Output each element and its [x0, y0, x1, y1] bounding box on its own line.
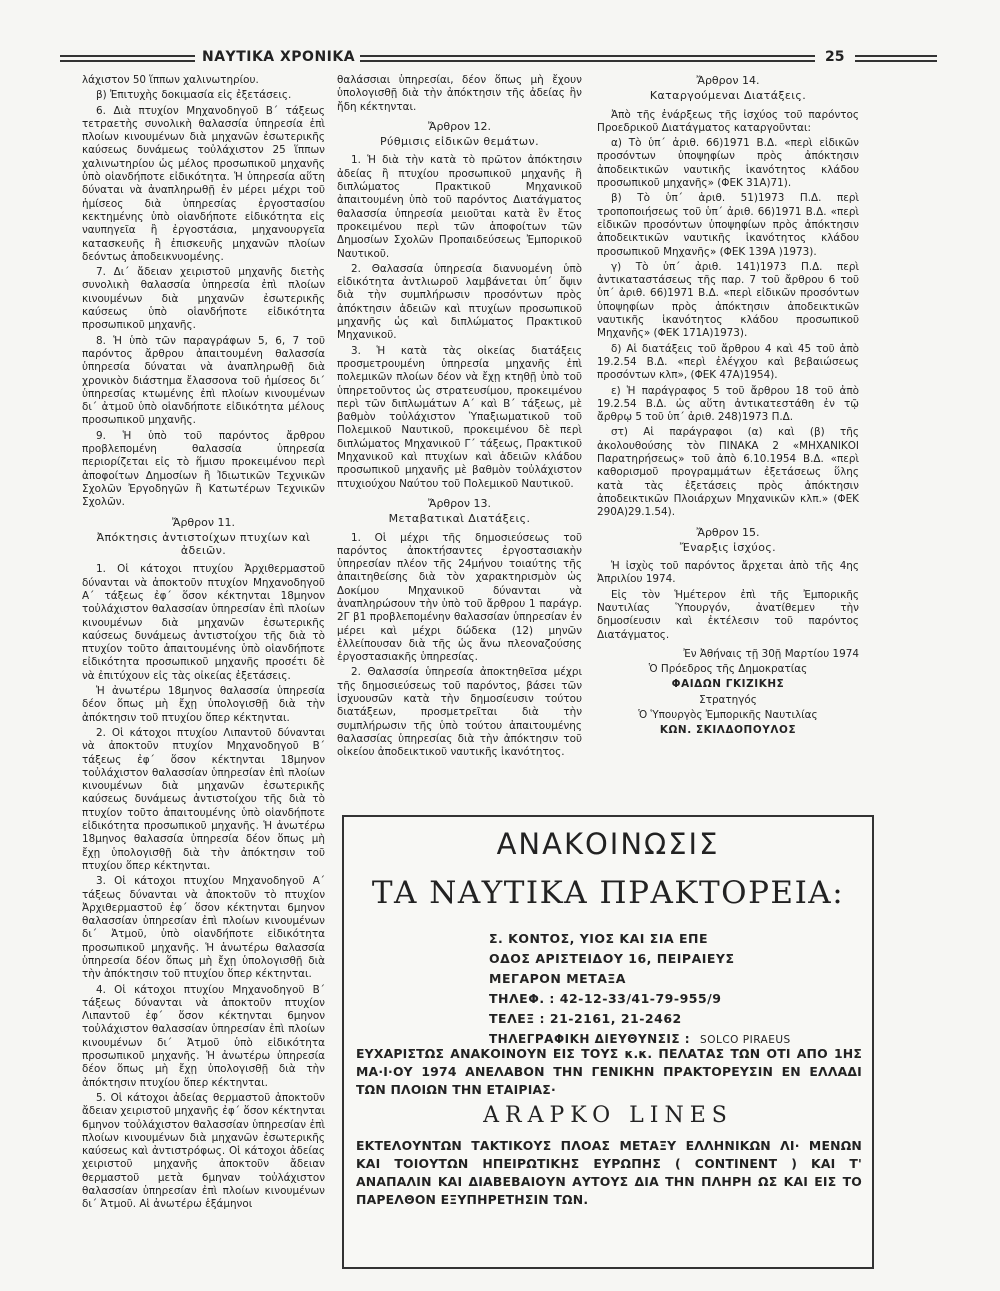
paragraph: 3. Ἡ κατὰ τὰς οἰκείας διατάξεις προσμετρουμένη ὑπηρεσία μηχανῆς ἐπὶ πολεμικῶν πλοίων δέον νὰ ἔχῃ κτηθῇ ὑπὸ τοῦ ὑπηρετοῦντος ὡς στρατευσίμου, προκειμένου περὶ τῶν διπλωμάτων Α΄ καὶ Β΄ τάξεως, μὲ βαθμὸν τοὐλάχιστον Ὑπαξιωματικοῦ τοῦ Πολεμικοῦ Ναυτικοῦ, προκειμένου δὲ περὶ διπλώματος Μηχανικοῦ Γ΄ τάξεως, Πρακτικοῦ Μηχανικοῦ καὶ πτυχίων καὶ ἀδειῶν κλάδου προσωπικοῦ μηχανῆς μὲ βαθμὸν τοὐλάχιστον πτυχιούχου Ναύτου τοῦ Πολεμικοῦ Ναυτικοῦ.: [337, 344, 582, 490]
ad-announcement-text: ΕΥΧΑΡΙΣΤΩΣ ΑΝΑΚΟΙΝΟΥΝ ΕΙΣ ΤΟΥΣ κ.κ. ΠΕΛΑΤΑΣ ΤΩΝ ΟΤΙ ΑΠΟ 1ΗΣ ΜΑ·Ι·ΟΥ 1974 ΑΝΕΛΑΒΟΝ ΤΗΝ ΓΕΝΙΚΗΝ ΠΡΑΚΤΟΡΕΥΣΙΝ ΕΝ ΕΛΛΑΔΙ ΤΩΝ ΠΛΟΙΩΝ ΤΗΝ ΕΤΑΙΡΙΑΣ·: [356, 1046, 862, 1097]
paragraph: 8. Ἡ ὑπὸ τῶν παραγράφων 5, 6, 7 τοῦ παρόντος ἄρθρου ἀπαιτουμένη θαλασσία ὑπηρεσία δύναται νὰ ἀναπληρωθῇ διὰ χρονικὸν διάστημα ἔλασσονα τοῦ ἡμίσεος δι΄ ὑπηρεσίας κτωμένης ἐπὶ πλοίων κινουμένων δι΄ ἀτμοῦ ὑπὸ οἱανδήποτε εἰδικότητα μέλους προσωπικοῦ μηχανῆς.: [82, 334, 325, 427]
paragraph: θαλάσσιαι ὑπηρεσίαι, δέον ὅπως μὴ ἔχουν ὑπολογισθῇ διὰ τὴν ἀπόκτησιν τῆς ἀδείας ἣν ἤδη κέκτηνται.: [337, 74, 582, 113]
ad-telex: ΤΕΛΕΞ : 21-2161, 21-2462: [489, 1011, 682, 1026]
ad-service-text: ΕΚΤΕΛΟΥΝΤΩΝ ΤΑΚΤΙΚΟΥΣ ΠΛΟΑΣ ΜΕΤΑΞΥ ΕΛΛΗΝΙΚΩΝ ΛΙ· ΜΕΝΩΝ ΚΑΙ ΤΟΙΟΥΤΩΝ ΗΠΕΙΡΩΤΙΚΗΣ ΕΥΡΩΠΗΣ ( CONTINENT ) ΚΑΙ Τ' ΑΝΑΠΑΛΙΝ ΚΑΙ ΔΙΑΒΕΒΑΙΟΥΝ ΑΥΤΟΥΣ ΔΙΑ ΤΗΝ ΠΛΗΡΗ ΩΣ ΚΑΙ ΕΙΣ ΤΟ ΠΑΡΕΛΘΟΝ ΕΞΥΠΗΡΕΤΗΣΙΝ ΤΩΝ.: [356, 1138, 862, 1207]
paragraph: 7. Δι΄ ἄδειαν χειριστοῦ μηχανῆς διετὴς συνολικὴ θαλασσία ὑπηρεσία ἐπὶ πλοίων κινουμένων διὰ μηχανῶν ἐσωτερικῆς καύσεως ὑπὸ οἱανδήποτε εἰδικότητα προσωπικοῦ μηχανῆς.: [82, 266, 325, 332]
minister-name: ΚΩΝ. ΣΚΙΛΔΟΠΟΥΛΟΣ: [659, 724, 797, 737]
ad-telegraph-label: ΤΗΛΕΓΡΑΦΙΚΗ ΔΙΕΥΘΥΝΣΙΣ :: [489, 1032, 691, 1046]
paragraph: α) Τὸ ὑπ΄ ἀριθ. 66)1971 Β.Δ. «περὶ εἰδικῶν προσόντων ὑποψηφίων πρὸς ἀπόκτησιν ἀποδεικτικῶν ναυτικῆς ἱκανότητος κλάδου προσωπικοῦ μηχανῆς» (ΦΕΚ 31Α)71).: [597, 137, 859, 190]
paragraph: 2. Θαλασσία ὑπηρεσία ἀποκτηθεῖσα μέχρι τῆς δημοσιεύσεως τοῦ παρόντος, βάσει τῶν ἰσχυουσῶν κατὰ τὴν δημοσίευσιν τούτου διατάξεων, προσμετρεῖται διὰ τὴν συμπλήρωσιν τῆς ὑπὸ τούτου ἀπαιτουμένης θαλασσίας ὑπηρεσίας διὰ τὴν ἀπόκτησιν τοῦ οἰκείου ἀποδεικτικοῦ ναυτικῆς ἱκανότητος.: [337, 666, 582, 759]
paragraph: Ἡ ἀνωτέρω 18μηνος θαλασσία ὑπηρεσία δέον ὅπως μὴ ἔχῃ ὑπολογισθῇ διὰ τὴν ἀπόκτησιν τοῦ πτυχίου ὅπερ κέκτηνται.: [82, 685, 325, 724]
paragraph: στ) Αἱ παράγραφοι (α) καὶ (β) τῆς ἀκολουθούσης τὸν ΠΙΝΑΚΑ 2 «ΜΗΧΑΝΙΚΟΙ Παρατηρήσεως» τοῦ ἀπὸ 6.10.1954 Β.Δ. «περὶ καθορισμοῦ προγραμμάτων ἐξετάσεως ὕλης κατὰ τὰς ἐξετάσεις πρὸς ἀπόκτησιν ἀποδεικτικῶν Πλοιάρχων Μηχανικῶν κλπ.» (ΦΕΚ 290Α)29.1.54).: [597, 426, 859, 519]
paragraph: Ἡ ἰσχὺς τοῦ παρόντος ἄρχεται ἀπὸ τῆς 4ης Ἀπριλίου 1974.: [597, 560, 859, 586]
paragraph: 1. Οἱ κάτοχοι πτυχίου Ἀρχιθερμαστοῦ δύνανται νὰ ἀποκτοῦν πτυχίον Μηχανοδηγοῦ Α΄ τάξεως ἐφ΄ ὅσον κέκτηνται 18μηνον τοὐλάχιστον θαλασσίαν ὑπηρεσίαν ἐπὶ πλοίων κινουμένων διὰ μηχανῶν ἐσωτερικῆς καύσεως δυνάμεως ἀντιστοίχου τῆς διὰ τὸ πτυχίον τοῦτο ἀπαιτουμένης ὑπὸ οἱανδήποτε εἰδικότητα προσωπικοῦ μηχανῆς προσέτι δὲ νὰ ἐπιτύχουν εἰς τὰς οἰκείας ἐξετάσεις.: [82, 563, 325, 682]
ad-building: ΜΕΓΑΡΟΝ ΜΕΤΑΞΑ: [489, 971, 626, 986]
paragraph: γ) Τὸ ὑπ΄ ἀριθ. 141)1973 Π.Δ. περὶ ἀντικαταστάσεως τῆς παρ. 7 τοῦ ἄρθρου 6 τοῦ ὑπ΄ ἀριθ. 66)1971 Β.Δ. «περὶ εἰδικῶν προσόντων ὑποψηφίων πρὸς ἀπόκτησιν ἀποδεικτικῶν ναυτικῆς ἱκανότητος κλάδου προσωπικοῦ Μηχανῆς» (ΦΕΚ 171Α)1973).: [597, 260, 859, 340]
paragraph: 1. Οἱ μέχρι τῆς δημοσιεύσεως τοῦ παρόντος ἀποκτήσαντες ἐργοστασιακὴν ὑπηρεσίαν πλέον τῆς 24μήνου τοιαύτης τῆς ἀπαιτηθείσης διὰ τὸν χαρακτηρισμὸν ὡς Δοκίμου Μηχανικοῦ δύνανται νὰ ἀναπληρώσουν τὴν ὑπὸ τοῦ ἄρθρου 1 παράγρ. 2Γ β1 προβλεπομένην θαλασσίαν ὑπηρεσίαν ἐν μέρει καὶ μέχρι δώδεκα (12) μηνῶν ἐλλείπουσαν διὰ τῆς ὡς ἄνω πλεοναζούσης ἐργοστασιακῆς ὑπηρεσίας.: [337, 531, 582, 664]
magazine-title: ΝΑΥΤΙΚΑ ΧΡΟΝΙΚΑ: [202, 49, 356, 65]
column-2: [337, 74, 582, 762]
article-heading: Ἄρθρον 13.: [427, 496, 492, 510]
president-name: ΦΑΙΔΩΝ ΓΚΙΖΙΚΗΣ: [671, 678, 785, 691]
paragraph: 4. Οἱ κάτοχοι πτυχίου Μηχανοδηγοῦ Β΄ τάξεως δύνανται νὰ ἀποκτοῦν πτυχίον Λιπαντοῦ ἐφ΄ ὅσον κέκτηνται 6μηνον τοὐλάχιστον θαλασσίαν ὑπηρεσίαν ἐπὶ πλοίων κινουμένων δι΄ Ἀτμοῦ ὑπὸ εἰδικότητα προσωπικοῦ μηχανῆς. Ἡ ἀνωτέρω ὑπηρεσία δέον ὅπως μὴ ἔχῃ ὑπολογισθῇ διὰ τὴν ἀπόκτησιν πτυχίου ὅπερ κέκτηνται.: [82, 983, 325, 1089]
column-3: [597, 74, 859, 740]
paragraph: β) Τὸ ὑπ΄ ἀριθ. 51)1973 Π.Δ. περὶ τροποποιήσεως τοῦ ὑπ΄ ἀριθ. 66)1971 Β.Δ. «περὶ εἰδικῶν προσόντων ὑποψηφίων πρὸς ἀπόκτησιν ἀποδεικτικῶν ναυτικῆς ἱκανότητος κλάδου προσωπικοῦ Μηχανῆς» (ΦΕΚ 139Α )1973).: [597, 192, 859, 258]
article-heading: Ἄρθρον 14.: [696, 74, 760, 87]
ad-title: ΑΝΑΚΟΙΝΩΣΙΣ: [496, 827, 720, 861]
paragraph: 2. Θαλασσία ὑπηρεσία διανυομένη ὑπὸ εἰδικότητα ἀντλιωροῦ λαμβάνεται ὑπ΄ ὄψιν διὰ τὴν συμπλήρωσιν προσόντων πρὸς ἀπόκτησιν ἀδειῶν καὶ πτυχίων προσωπικοῦ μηχανῆς ὡς καὶ διπλώματος Πρακτικοῦ Μηχανικοῦ.: [337, 262, 582, 342]
column-1: [82, 74, 325, 1214]
paragraph: Ἀπὸ τῆς ἐνάρξεως τῆς ἰσχύος τοῦ παρόντος Προεδρικοῦ Διατάγματος καταργοῦνται:: [597, 108, 859, 134]
article-heading: Ἄρθρον 11.: [171, 515, 236, 529]
article-title: Ἀπόκτησις ἀντιστοίχων πτυχίων καὶ ἀδειῶν.: [96, 530, 311, 558]
minister-title: Ὁ Ὑπουργὸς Ἐμπορικῆς Ναυτιλίας: [638, 709, 818, 722]
paragraph: 6. Διὰ πτυχίον Μηχανοδηγοῦ Β΄ τάξεως τετραετὴς συνολικὴ θαλασσία ὑπηρεσία ἐπὶ πλοίων κινουμένων διὰ μηχανῶν ἐσωτερικῆς καύσεως δυνάμεως τοὐλάχιστον 25 ἵππων χαλινωτηρίου ὡς μέλος προσωπικοῦ μηχανῆς ὑπὸ οἱανδήποτε εἰδικότητα. Ἡ ὑπηρεσία αὕτη δύναται νὰ ἀναπληρωθῇ ἐν μέρει μέχρι τοῦ ἡμίσεος διὰ ὑπηρεσίας ἐργοστασίου κεκτημένης ὑπὸ οἱανδήποτε εἰδικότητα εἰς ναυπηγεῖα ἢ ἐργοστάσια, μηχανουργεῖα κατασκευῆς ἢ ἐπισκευῆς μηχανῶν πλοίων δεόντως ἀποδεικνυομένης.: [82, 104, 325, 263]
paragraph: Εἰς τὸν Ἡμέτερον ἐπὶ τῆς Ἐμπορικῆς Ναυτιλίας Ὑπουργόν, ἀνατίθεμεν τὴν δημοσίευσιν καὶ ἐκτέλεσιν τοῦ παρόντος Διατάγματος.: [597, 588, 859, 641]
paragraph: 1. Ἡ διὰ τὴν κατὰ τὸ πρῶτον ἀπόκτησιν ἀδείας ἢ πτυχίου προσωπικοῦ μηχανῆς ἢ διπλώματος Πρακτικοῦ Μηχανικοῦ ἀπαιτουμένη ὑπὸ τοῦ παρόντος Διατάγματος θαλασσία ὑπηρεσία μειοῦται κατὰ ἓν ἔτος προκειμένου περὶ τῶν ἀποφοίτων τῶν Δημοσίων Σχολῶν Προπαιδεύσεως Ἐμπορικοῦ Ναυτικοῦ.: [337, 154, 582, 260]
advertisement-box: [342, 815, 874, 1269]
ad-address: ΟΔΟΣ ΑΡΙΣΤΕΙΔΟΥ 16, ΠΕΙΡΑΙΕΥΣ: [489, 951, 735, 966]
president-rank: Στρατηγός: [699, 693, 757, 706]
president-title: Ὁ Πρόεδρος τῆς Δημοκρατίας: [648, 663, 808, 676]
ad-brand: ΤΑ ΝΑΥΤΙΚΑ ΠΡΑΚΤΟΡΕΙΑ:: [371, 875, 845, 911]
article-heading: Ἄρθρον 12.: [427, 119, 492, 133]
ad-phone: ΤΗΛΕΦ. : 42-12-33/41-79-955/9: [489, 991, 722, 1006]
article-title: Καταργούμεναι Διατάξεις.: [649, 89, 807, 103]
article-heading: Ἄρθρον 15.: [696, 525, 760, 539]
ad-telegraph-code: SOLCO PIRAEUS: [700, 1034, 791, 1046]
signing-date: Ἐν Ἀθήναις τῇ 30ῇ Μαρτίου 1974: [683, 647, 859, 660]
page-header: [60, 46, 940, 70]
header-rule-right: [855, 55, 937, 62]
ad-contact-block: [489, 929, 791, 1050]
paragraph: 2. Οἱ κάτοχοι πτυχίου Λιπαντοῦ δύνανται νὰ ἀποκτοῦν πτυχίον Μηχανοδηγοῦ Β΄ τάξεως ἐφ΄ ὅσον κέκτηνται 18μηνον τοὐλάχιστον θαλασσίαν ὑπηρεσίαν ἐπὶ πλοίων κινουμένων διὰ μηχανῶν ἐσωτερικῆς καύσεως δυνάμεως ἀντιστοίχου τῆς διὰ τὸ πτυχίον τοῦτο ἀπαιτουμένης ὑπὸ οἱανδήποτε εἰδικότητα προσωπικοῦ μηχανῆς. Ἡ ἀνωτέρω 18μηνος θαλασσία ὑπηρεσία δέον ὅπως μὴ ἔχῃ ὑπολογισθῇ διὰ τὴν ἀπόκτησιν τοῦ πτυχίου ὅπερ κέκτηνται.: [82, 726, 325, 872]
ad-company-name: ARAPKO LINES: [483, 1103, 733, 1128]
article-title: Ρύθμισις εἰδικῶν θεμάτων.: [380, 135, 539, 149]
header-rule-mid: [360, 55, 815, 62]
paragraph: δ) Αἱ διατάξεις τοῦ ἄρθρου 4 καὶ 45 τοῦ ἀπὸ 19.2.54 Β.Δ. «περὶ ἐλέγχου καὶ βεβαιώσεως προσόντων κλπ», (ΦΕΚ 47Α)1954).: [597, 342, 859, 382]
paragraph: 5. Οἱ κάτοχοι ἀδείας θερμαστοῦ ἀποκτοῦν ἄδειαν χειριστοῦ μηχανῆς ἐφ΄ ὅσον κέκτηνται 6μηνον τοὐλάχιστον θαλασσίαν ὑπηρεσίαν ἐπὶ πλοίων κινουμένων διὰ μηχανῶν ἐσωτερικῆς καύσεως καὶ ἀντιστρόφως. Οἱ κάτοχοι ἀδείας χειριστοῦ μηχανῆς ἀποκτοῦν ἄδειαν θερμαστοῦ μετὰ 6μηναν τοὐλάχιστον θαλασσίαν ὑπηρεσίαν ἐπὶ πλοίων κινουμένων δι΄ Ἀτμοῦ. Αἱ ἀνωτέρω ἑξάμηνοι: [82, 1091, 325, 1211]
paragraph: ε) Ἡ παράγραφος 5 τοῦ ἄρθρου 18 τοῦ ἀπὸ 19.2.54 Β.Δ. ὡς αὕτη ἀντικατεστάθη ἐν τῷ ἄρθρῳ 5 τοῦ ὑπ΄ ἀριθ. 248)1973 Π.Δ.: [597, 384, 859, 424]
paragraph: λάχιστον 50 ἵππων χαλινωτηρίου.: [82, 74, 259, 86]
page-number: 25: [825, 49, 845, 65]
ad-company: Σ. ΚΟΝΤΟΣ, ΥΙΟΣ ΚΑΙ ΣΙΑ ΕΠΕ: [489, 931, 709, 946]
paragraph: 3. Οἱ κάτοχοι πτυχίου Μηχανοδηγοῦ Α΄ τάξεως δύνανται νὰ ἀποκτοῦν τὸ πτυχίον Ἀρχιθερμαστοῦ ἐφ΄ ὅσον κέκτηνται 6μηνον θαλασσίαν ὑπηρεσίαν ἐπὶ πλοίων κινουμένων δι΄ Ἀτμοῦ, ὑπὸ οἱανδήποτε εἰδικότητα προσωπικοῦ μηχανῆς. Ἡ ἀνωτέρω θαλασσία ὑπηρεσία δέον ὅπως μὴ ἔχῃ ὑπολογισθῇ διὰ τὴν ἀπόκτησιν τοῦ πτυχίου ὅπερ κέκτηνται.: [82, 875, 325, 981]
article-title: Ἔναρξις ἰσχύος.: [679, 540, 777, 554]
header-rule-left: [60, 55, 195, 62]
paragraph: 9. Ἡ ὑπὸ τοῦ παρόντος ἄρθρου προβλεπομένη θαλασσία ὑπηρεσία περιορίζεται εἰς τὸ ἥμισυ προκειμένου περὶ ἀποφοίτων Δημοσίων ἢ Ἰδιωτικῶν Τεχνικῶν Σχολῶν Ἐργοδηγῶν ἢ Κατωτέρων Τεχνικῶν Σχολῶν.: [82, 429, 325, 509]
paragraph: β) Ἐπιτυχὴς δοκιμασία εἰς ἐξετάσεις.: [96, 89, 292, 102]
article-title: Μεταβατικαὶ Διατάξεις.: [388, 512, 531, 526]
